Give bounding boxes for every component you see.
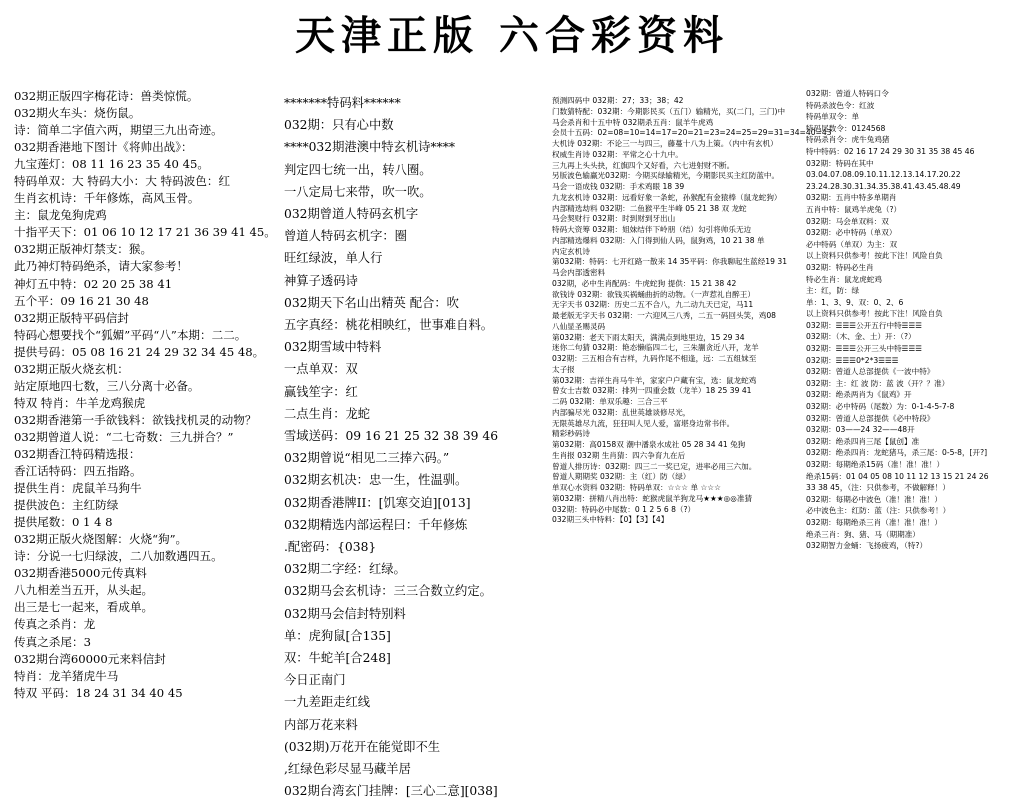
text-line: 032期：曾道人总部提供《必中特段》 <box>806 413 935 423</box>
text-line: 预测四码中 032期：27；33；38；42 <box>552 96 684 105</box>
text-line: .配密码：{038} <box>284 540 377 555</box>
text-line: 提供号码：05 08 16 21 24 29 32 34 45 48。 <box>14 344 265 359</box>
text-line: 032期：每期绝杀15码（准！准！准！） <box>806 460 945 469</box>
text-line: 032期正版火烧玄机： <box>14 361 129 376</box>
text-line: 032期：五肖中特多单期肖 <box>806 193 897 203</box>
text-line: 今日正南门 <box>284 673 346 688</box>
text-line: 特肖：龙羊猪虎牛马 <box>14 668 119 683</box>
text-line: 单：虎狗鼠[合135] <box>284 628 391 643</box>
text-line: 必中波色主：红防：蓝（注：只供参考！） <box>806 506 951 516</box>
text-line: 032期：绝杀两肖为《鼠鸡》开 <box>806 390 912 400</box>
text-line: 032期：特码在其中 <box>806 158 874 168</box>
text-line: 权威生肖诗 032期：平常之心十九中。 <box>552 149 683 159</box>
text-line: 特双 平码：18 24 31 34 40 45 <box>14 685 183 700</box>
text-line: 必中特码（单双）为主：双 <box>806 239 898 249</box>
text-line: 第032期：吉祥生肖马牛羊，家家户户藏有宝，选：鼠龙蛇鸡 <box>552 375 757 385</box>
text-line: 第032期：老天下雨太阳天，满满点到地里边，15 29 34 <box>552 332 745 342</box>
text-line: 九宝莲灯：08 11 16 23 35 40 45。 <box>14 157 209 172</box>
text-line: 内部精选劫料 032期：二鱼猴平生半峰 05 21 38 双 龙蛇 <box>552 203 747 213</box>
text-line: 032期：03——24 32——48开 <box>806 425 915 435</box>
text-line: 以上资料只供参考！按此下注！风险自负 <box>806 251 943 261</box>
text-line: 十指平天下：01 06 10 12 17 21 36 39 41 45。 <box>14 225 276 240</box>
text-line: 032期火车头：烧伤鼠。 <box>14 106 141 121</box>
text-line: 会员十五码：02=08=10=14=17=20=21=23=24=25=29=31=34=40=43 <box>552 128 832 138</box>
text-line: 032期：马会单双料：双 <box>806 216 889 226</box>
text-line: 内部骗尽光 032期：乱世英雄谈修尽光， <box>552 407 691 417</box>
text-line: 欲钱诗 032期：欲钱买祸蛹曲折的动物。（一声惹礼自醉王） <box>552 289 755 299</box>
text-line: 曾道人期期奖 032期：主（红）防（绿） <box>552 472 691 482</box>
text-line: 032期：曾道人特码口令 <box>806 89 889 98</box>
text-line: 最老版无字天书 032期：一六迎风三八秀，二五一码回头笑，鸡08 <box>552 311 777 320</box>
text-line: 九龙玄机诗 032期：远看好象一条蛇，孙猴配有金猿棒（鼠龙蛇狗） <box>552 192 782 202</box>
text-line: 提供波色：主红防绿 <box>14 498 119 513</box>
text-line: 032期：☰☰☰公开三头中特☰☰☰ <box>806 344 923 354</box>
text-line: 五肖中特：鼠鸡羊虎兔（?） <box>806 204 902 214</box>
text-line: 双：牛蛇羊[合248] <box>284 651 391 666</box>
text-line: 提供生肖：虎鼠羊马狗牛 <box>14 481 142 496</box>
text-line: 门数猜特配：032期：今期影民买（五门）输精光，买(二门，三门)中 <box>552 106 786 116</box>
text-line: 五个平：09 16 21 30 48 <box>14 293 149 308</box>
text-line: 032期：三五相合有吉样，九码作尾不相逢，远：二五组妹至 <box>552 354 757 363</box>
column-left <box>14 88 276 702</box>
text-line: 内定玄机诗 <box>552 246 590 256</box>
column-center-left <box>284 92 539 803</box>
text-line: 一九差距走红线 <box>284 695 371 710</box>
text-line: 香江话特码：四五指路。 <box>14 464 142 479</box>
text-line: 特双 特肖：牛羊龙鸡猴虎 <box>14 395 146 410</box>
text-line: 马会内部透密料 <box>552 268 606 277</box>
text-line: 赢钱笙字：红 <box>284 384 358 399</box>
text-line: 032期：特码必中尾数：0 1 2 5 6 8（?） <box>552 504 696 514</box>
text-line: 032期：只有心中数 <box>284 118 394 133</box>
text-line: 马会杀肖和十五中特 032期杀五肖：鼠羊牛虎鸡 <box>552 117 714 127</box>
text-line: 032期：必中特码（单双） <box>806 228 897 238</box>
text-line: 第032期：特码：七开红路一散来 14 35平码：你我聊起生蓝经19 31 <box>552 257 788 267</box>
text-line: 032期：☰☰☰0*2*3☰☰☰ <box>806 355 899 365</box>
text-line: 主：红，防：绿 <box>806 286 860 296</box>
text-line: 神灯五中特：02 20 25 38 41 <box>14 276 173 291</box>
page-title: 天津正版 六合彩资料 <box>295 12 729 59</box>
text-line: 032期香港地下图计《将帅出战》： <box>14 140 193 155</box>
text-line: 032期曾道人说：“二七奇数：三九拼合？” <box>14 429 234 444</box>
text-line: 032期三头中特料：【0】【3】【4】 <box>552 515 669 525</box>
text-line: 提供尾数：0 1 4 8 <box>14 515 113 530</box>
text-line: 23.24.28.30.31.34.35.38.41.43.45.48.49 <box>806 181 961 191</box>
text-line: 032期天下名山出精英 配合：吹 <box>284 295 459 310</box>
text-line: *******特码料****** <box>284 96 401 110</box>
column-center-right <box>552 96 832 526</box>
text-line: 二码 032期：单双乐趣：三合三平 <box>552 397 668 406</box>
text-line: 曾女士吉数 032期：排列一四重会数（龙羊）18 25 39 41 <box>552 386 752 396</box>
text-line: 传真之杀尾：3 <box>14 634 91 649</box>
text-line: 032期台湾60000元来料信封 <box>14 651 166 666</box>
text-line: 032期香港5000元传真料 <box>14 566 147 581</box>
text-line: 03.04.07.08.09.10.11.12.13.14.17.20.22 <box>806 170 961 180</box>
text-line: 032期智力金蛹：飞扬疲鸡，（特?） <box>806 541 928 551</box>
text-line: ****032期港澳中特玄机诗**** <box>284 140 456 155</box>
text-line: 032期，必中生肖配码：牛虎蛇狗 提供：15 21 38 42 <box>552 278 737 288</box>
text-line: 032期：绝杀四肖：龙蛇猪马，杀三尾：0-5-8，[开?] <box>806 448 988 458</box>
column-right <box>806 88 1020 552</box>
text-line: 诗：简单二字值六两，期望三九出奇迹。 <box>14 123 223 138</box>
text-line: 站定原地四七数，三八分离十必备。 <box>14 378 200 393</box>
text-line: 特码杀肖令：虎牛兔鸡猪 <box>806 135 890 145</box>
text-line: 五字真经：桃花相映红，世事难自料。 <box>284 318 494 333</box>
text-line: 一八定局七来带，吹一吹。 <box>284 184 432 199</box>
text-line: 曾道人特码玄机字：圈 <box>284 229 407 244</box>
text-line: 精彩秒码诗 <box>552 429 590 439</box>
text-line: 032期香江特码精选报： <box>14 446 141 461</box>
text-line: 特码杀波色令：红波 <box>806 100 875 110</box>
text-line: 032期香港第一手欲钱料：欲钱找机灵的动物？ <box>14 412 257 427</box>
text-line: 032期：曾道人总部提供《一波中特》 <box>806 367 935 377</box>
text-line: 曾道人排历诗：032期：四三二一奖已定，进率必用三六加。 <box>552 461 757 471</box>
text-line: 032期正版四字梅花诗：兽类惊慌。 <box>14 89 199 103</box>
text-line: 032期雪域中特料 <box>284 340 382 355</box>
text-line: 032期台湾玄门挂牌：[三心二意][038] <box>284 784 498 799</box>
text-line: 032期正版火烧图解：火烧“狗”。 <box>14 532 188 547</box>
text-line: 032期：特码必生肖 <box>806 262 874 272</box>
text-line: 马会一语成钱 032期：手术鸡眼 18 39 <box>552 182 685 191</box>
text-line: 无限英雄尽九流，狂狂叫人见人爱，富堪身边常书伴。 <box>552 418 735 428</box>
text-line: 032期正版神灯禁支：猴。 <box>14 242 153 257</box>
text-line: 旺红绿波，单人行 <box>284 251 383 266</box>
text-line: 大机诗 032期：不论三一与四三，藤蔓十八为上策。（内中有玄机） <box>552 139 778 148</box>
text-line: 单双心水资料 032期：特码单双：☆☆☆ 单 ☆☆☆ <box>552 483 721 492</box>
text-line: 此乃神灯特码绝杀，请大家参考！ <box>14 259 188 274</box>
text-line: 判定四七统一出，转八圈。 <box>284 162 432 177</box>
text-line: 032期二字经：红绿。 <box>284 562 406 577</box>
text-line: ,红绿色彩尽显马藏羊居 <box>284 762 411 777</box>
text-line: 032期马会信封特别料 <box>284 606 406 621</box>
text-line: 内部万花来料 <box>284 717 358 732</box>
text-line: 032期曾说“相见二三捧六码。” <box>284 451 450 466</box>
text-line: 诗：分说一七归绿波，二八加数遇四五。 <box>14 549 223 564</box>
text-line: 迷你二句猜 032期：艳态懒临四二七，三朱蒯贪近八开，龙羊 <box>552 343 759 353</box>
text-line: 八仙显圣赐灵码 <box>552 321 606 331</box>
text-line: 三九再上头头抉，红旗四个又好看，六七进射财不断。 <box>552 160 735 170</box>
text-line: 032期：☰☰☰公开五行中特☰☰☰ <box>806 320 923 330</box>
text-line: 特码单双令：单 <box>806 112 860 122</box>
text-line: 032期精选内部运程曰：千年修炼 <box>284 517 468 532</box>
text-line: 特码心想要找个“狐媚”平码“八”本期：二二。 <box>14 327 247 342</box>
text-line: 032期：主：红 波 防：蓝 波（开？？准） <box>806 378 950 388</box>
text-line: 032期：每期必中波色（准！准！准！） <box>806 494 942 504</box>
text-line: 雪域送码：09 16 21 25 32 38 39 46 <box>284 429 499 444</box>
text-line: 神算子透码诗 <box>284 273 358 288</box>
text-line: 032期玄机决：忠一生，性温驯。 <box>284 473 468 488</box>
text-line: 032期：每期绝杀三肖（准！准！准！） <box>806 517 942 527</box>
text-line: 特码大资筹 032期：姐妹结伴下岭朋（结）勾引将帅乐无边 <box>552 225 752 234</box>
text-line: 传真之杀肖：龙 <box>14 617 96 632</box>
text-line: 太子报 <box>552 364 575 374</box>
text-line: 八九相差当五开，从头起。 <box>14 583 154 598</box>
text-line: (032期)万花开在能觉即不生 <box>284 739 441 754</box>
text-line: 无字天书 032期：历史二五不合八，九二动九天已定，马11 <box>552 300 754 310</box>
text-line: 内部精选爆料 032期：入门得到仙人码，鼠狗鸡，10 21 38 单 <box>552 235 765 245</box>
text-line: 马会契财行 032期：时到财到牙出山 <box>552 214 676 224</box>
text-line: 032期正版特平码信封 <box>14 310 129 325</box>
text-line: 另版波色输赢光032期：今期买绿输精光，今期影民买主红防蓝中。 <box>552 171 780 181</box>
text-line: 生肖玄机诗：千年修炼，高风玉骨。 <box>14 191 200 206</box>
text-line: 特中特码：02 16 17 24 29 30 31 35 38 45 46 <box>806 146 975 156</box>
text-line: 第032期：拼精八肖出特：蛇猴虎鼠羊狗龙马★★★◎◎准猜 <box>552 493 753 503</box>
text-line: 33 38 45，（注：只供参考，不做解释！） <box>806 483 950 493</box>
text-line: 032期香港牌II：[饥寒交迫][013] <box>284 495 471 510</box>
text-line: 第032期：高0158双 潮中潘泉水成社 05 28 34 41 兔狗 <box>552 440 746 449</box>
text-line: 单：1、3、9、双：0、2、6 <box>806 297 904 307</box>
text-line: 绝杀三肖：狗、猪、马（期期准） <box>806 529 920 539</box>
text-line: 032期：（木、金、土）开：（?） <box>806 332 916 342</box>
text-line: 特码单双：大 特码大小：大 特码波色：红 <box>14 174 231 189</box>
text-line: 绝杀15码：01 04 05 08 10 11 12 13 15 21 24 26 <box>806 471 989 481</box>
text-line: 出三是七一起来，看成单。 <box>14 600 154 615</box>
text-line: 一点单双：双 <box>284 362 358 377</box>
text-line: 032期：必中特码（尾数）为：0-1-4-5-7-8 <box>806 402 955 412</box>
text-line: 二点生肖：龙蛇 <box>284 406 371 421</box>
text-line: 032期：绝杀四肖三尾【鼠创】准 <box>806 436 920 446</box>
text-line: 生肖报 032期 生肖猜：四六争育九在后 <box>552 450 686 460</box>
text-line: 主：鼠龙兔狗虎鸡 <box>14 208 107 223</box>
text-line: 特必生肖：鼠龙虎蛇鸡 <box>806 274 882 284</box>
text-line: 特码尾数令：0124568 <box>806 123 886 133</box>
text-line: 以上资料只供参考！按此下注！风险自负 <box>806 309 943 319</box>
text-line: 032期马会玄机诗：三三合数立约定。 <box>284 584 492 599</box>
text-line: 032期曾道人特码玄机字 <box>284 207 419 222</box>
